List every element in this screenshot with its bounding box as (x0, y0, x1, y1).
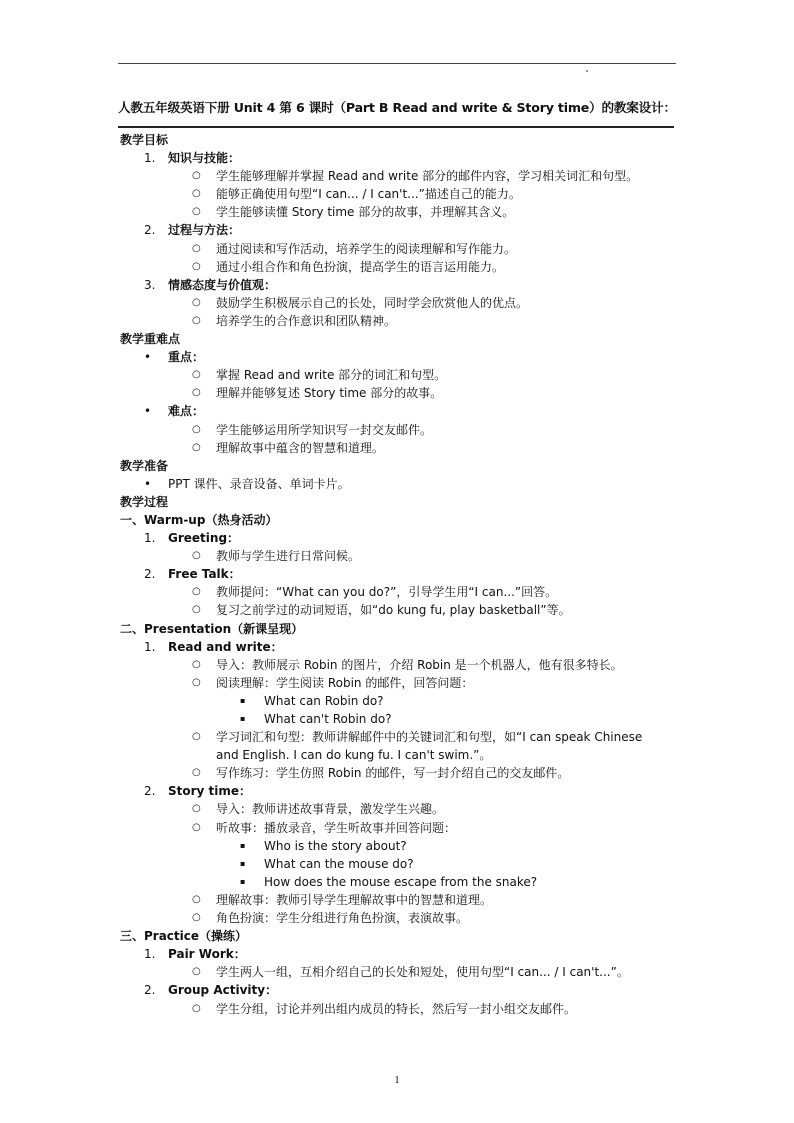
header-mark (586, 70, 588, 72)
list-marker: ○ (192, 260, 201, 272)
section-heading (120, 620, 680, 638)
list-item (120, 529, 680, 547)
list-item-text: 导入：教师讲述故事背景，激发学生兴趣。 (216, 802, 445, 817)
list-marker: ○ (192, 242, 201, 254)
list-item-text: 理解并能够复述 Story time 部分的故事。 (216, 386, 443, 401)
list-item-text: 知识与技能： (168, 151, 241, 166)
list-item (120, 656, 680, 674)
list-item (120, 276, 680, 294)
list-marker: 1. (144, 639, 156, 654)
list-item (120, 728, 680, 746)
list-item (120, 837, 680, 855)
list-item-text: 学生能够读懂 Story time 部分的故事，并理解其含义。 (216, 205, 515, 220)
section-heading (120, 330, 680, 348)
list-item-continuation (120, 746, 680, 764)
list-marker: ○ (192, 369, 201, 381)
list-item-text: What can Robin do? (264, 693, 384, 708)
list-item (120, 583, 680, 601)
list-item (120, 692, 680, 710)
list-item (120, 565, 680, 583)
section-heading (120, 511, 680, 529)
list-item (120, 240, 680, 258)
list-item-text: 学生能够运用所学知识写一封交友邮件。 (216, 422, 433, 437)
list-item (120, 221, 680, 239)
list-item-text: Story time： (168, 784, 252, 799)
list-item-text: 掌握 Read and write 部分的词汇和句型。 (216, 368, 447, 383)
list-marker: 1. (144, 531, 156, 546)
list-marker: ○ (192, 550, 201, 562)
lesson-plan-body (120, 131, 680, 1018)
list-item-text: 过程与方法： (168, 223, 241, 238)
list-marker: 1. (144, 947, 156, 962)
list-item-text: Read and write： (168, 639, 283, 654)
list-marker: 2. (144, 784, 156, 799)
list-marker: ○ (192, 731, 201, 743)
list-marker: 2. (144, 223, 156, 238)
list-item-text: Group Activity： (168, 983, 278, 998)
list-marker: ○ (192, 296, 201, 308)
list-marker: ○ (192, 966, 201, 978)
list-item-text: How does the mouse escape from the snake? (264, 874, 538, 889)
list-item (120, 475, 680, 493)
list-item-text: 教学重难点 (120, 332, 181, 347)
list-marker: • (144, 350, 152, 365)
list-item (120, 348, 680, 366)
list-marker: ▪ (240, 695, 246, 705)
list-item-text: What can't Robin do? (264, 712, 392, 726)
list-item-text: 复习之前学过的动词短语，如“do kung fu, play basketball”等。 (216, 603, 571, 618)
list-marker: ▪ (240, 876, 246, 886)
list-item-text: 教师提问：“What can you do?”，引导学生用“I can...”回答。 (216, 585, 558, 600)
list-item (120, 782, 680, 800)
list-marker: ○ (192, 206, 201, 218)
list-marker: ○ (192, 912, 201, 924)
list-item-text: 学生能够理解并掌握 Read and write 部分的邮件内容，学习相关词汇和句型。 (216, 169, 639, 184)
list-marker: 2. (144, 567, 156, 582)
title-underline (118, 126, 674, 128)
section-heading (120, 131, 680, 149)
list-marker: ○ (192, 821, 201, 833)
list-item (120, 439, 680, 457)
list-marker: ○ (192, 767, 201, 779)
list-marker: ○ (192, 803, 201, 815)
list-item-text: 教师与学生进行日常问候。 (216, 549, 361, 564)
list-item-text: 学生分组，讨论并列出组内成员的特长，然后写一封小组交友邮件。 (216, 1001, 577, 1016)
list-item (120, 294, 680, 312)
list-item (120, 674, 680, 692)
list-item (120, 258, 680, 276)
list-marker: ○ (192, 441, 201, 453)
list-item-text: 学习词汇和句型：教师讲解邮件中的关键词汇和句型，如“I can speak Chinese (216, 730, 643, 745)
list-marker: ○ (192, 170, 201, 182)
list-marker: 1. (144, 151, 156, 166)
header-rule (118, 63, 676, 64)
list-marker: ○ (192, 604, 201, 616)
list-marker: ▪ (240, 714, 246, 723)
list-item-text: 教学过程 (120, 494, 169, 509)
list-marker: ○ (192, 586, 201, 598)
list-item (120, 873, 680, 891)
list-item-text: 教学目标 (120, 133, 169, 147)
list-marker: • (144, 404, 152, 419)
list-item (120, 963, 680, 981)
list-marker: ○ (192, 893, 201, 905)
list-item (120, 819, 680, 837)
list-marker: 2. (144, 983, 156, 998)
list-item (120, 800, 680, 818)
list-marker: ▪ (240, 840, 246, 850)
list-item-text: 理解故事：教师引导学生理解故事中的智慧和道理。 (216, 892, 493, 907)
list-item-text: 三、Practice（操练） (120, 929, 248, 944)
list-item (120, 149, 680, 167)
list-item-text: 导入：教师展示 Robin 的图片，介绍 Robin 是一个机器人，他有很多特长。 (216, 657, 623, 672)
list-item-text: What can the mouse do? (264, 856, 414, 871)
list-marker: ○ (192, 676, 201, 688)
list-item-text: 重点： (168, 350, 205, 365)
list-item-text: 学生两人一组，互相介绍自己的长处和短处，使用句型“I can... / I can't...”。 (216, 965, 629, 980)
list-item-text: 听故事：播放录音，学生听故事并回答问题： (216, 820, 457, 835)
list-item-text: 角色扮演：学生分组进行角色扮演，表演故事。 (216, 911, 469, 926)
list-marker: 3. (144, 277, 156, 292)
list-item (120, 945, 680, 963)
list-item-text: 鼓励学生积极展示自己的长处，同时学会欣赏他人的优点。 (216, 295, 529, 310)
list-item (120, 421, 680, 439)
list-item (120, 1000, 680, 1018)
list-item (120, 167, 680, 185)
list-item (120, 366, 680, 384)
section-heading (120, 927, 680, 945)
list-marker: ○ (192, 387, 201, 399)
list-item (120, 203, 680, 221)
list-item (120, 312, 680, 330)
list-item-text: Who is the story about? (264, 838, 407, 853)
list-item-text: 阅读理解：学生阅读 Robin 的邮件，回答问题： (216, 675, 474, 690)
list-item-text: PPT 课件、录音设备、单词卡片。 (168, 476, 350, 491)
list-item-text: 一、Warm-up（热身活动） (120, 512, 278, 527)
page-number: 1 (394, 1074, 400, 1086)
list-marker: • (144, 476, 152, 491)
list-item (120, 891, 680, 909)
list-item-text: Pair Work： (168, 947, 246, 962)
list-marker: ○ (192, 314, 201, 326)
list-item (120, 764, 680, 782)
list-item-text: 情感态度与价值观： (168, 277, 277, 292)
list-item-text: 通过小组合作和角色扮演，提高学生的语言运用能力。 (216, 259, 505, 274)
list-marker: ○ (192, 658, 201, 670)
list-item (120, 981, 680, 999)
list-item (120, 185, 680, 203)
list-item (120, 855, 680, 873)
list-item (120, 909, 680, 927)
list-item (120, 638, 680, 656)
list-item-text: 理解故事中蕴含的智慧和道理。 (216, 440, 385, 455)
list-marker: ▪ (240, 858, 246, 868)
document-title: 人教五年级英语下册 Unit 4 第 6 课时（Part B Read and write & Story time）的教案设计： (118, 100, 676, 115)
list-item (120, 384, 680, 402)
list-item-text: Greeting： (168, 531, 240, 546)
list-item (120, 547, 680, 565)
list-item (120, 601, 680, 619)
list-item-text: 教学准备 (120, 458, 169, 473)
list-item-text: 写作练习：学生仿照 Robin 的邮件，写一封介绍自己的交友邮件。 (216, 766, 570, 781)
list-item-text: and English. I can do kung fu. I can't swim.”。 (216, 748, 492, 763)
list-item-text: Free Talk： (168, 567, 241, 582)
list-marker: ○ (192, 423, 201, 435)
list-item-text: 难点： (168, 404, 205, 419)
list-item-text: 二、Presentation（新课呈现） (120, 621, 304, 636)
list-item-text: 能够正确使用句型“I can... / I can't...”描述自己的能力。 (216, 187, 521, 202)
list-item (120, 710, 680, 728)
section-heading (120, 493, 680, 511)
list-marker: ○ (192, 1002, 201, 1014)
list-item (120, 402, 680, 420)
list-item-text: 培养学生的合作意识和团队精神。 (216, 313, 397, 328)
list-marker: ○ (192, 188, 201, 200)
list-item-text: 通过阅读和写作活动，培养学生的阅读理解和写作能力。 (216, 241, 517, 256)
section-heading (120, 457, 680, 475)
